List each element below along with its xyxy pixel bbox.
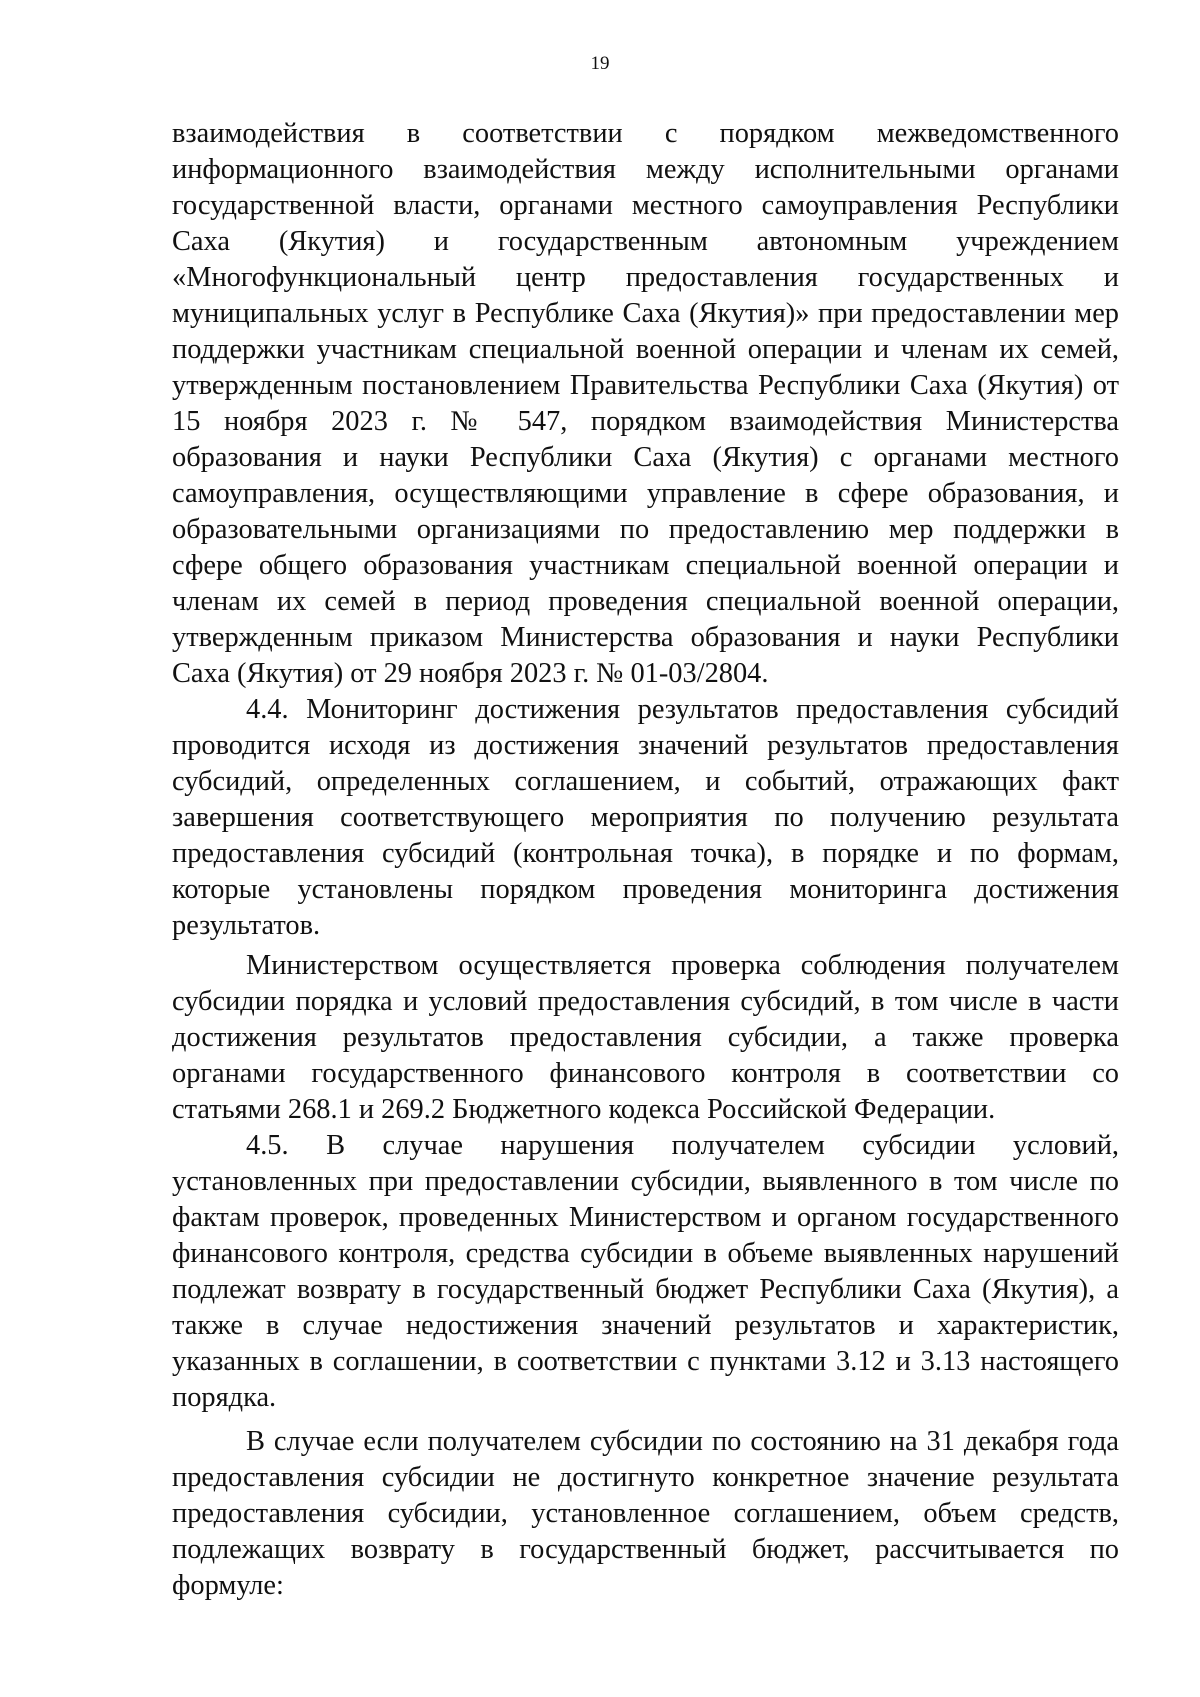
document-body bbox=[172, 116, 1119, 1604]
paragraph-refund-formula: В случае если получателем субсидии по состоянию на 31 декабря года предоставления субсидии не достигнуто конкретное значение результата предоставления субсидии, установленное соглашением, объем средств, подлежащих возврату в государственный бюджет, рассчитывается по формуле: bbox=[172, 1426, 1119, 1601]
paragraph-4-4: 4.4. Мониторинг достижения результатов предоставления субсидий проводится исходя из достижения значений результатов предоставления субсидий, определенных соглашением, и событий, отражающих факт завершения соответствующего мероприятия по получению результата предоставления субсидий (контрольная точка), в порядке и по формам, которые установлены порядком проведения мониторинга достижения результатов. bbox=[172, 694, 1119, 941]
paragraph-4-5: 4.5. В случае нарушения получателем субсидии условий, установленных при предоставлении субсидии, выявленного в том числе по фактам проверок, проведенных Министерством и органом государственного финансового контроля, средства субсидии в объеме выявленных нарушений подлежат возврату в государственный бюджет Республики Саха (Якутия), а также в случае недостижения значений результатов и характеристик, указанных в соглашении, в соответствии с пунктами 3.12 и 3.13 настоящего порядка. bbox=[172, 1130, 1119, 1413]
page-number: 19 bbox=[590, 53, 610, 74]
paragraph-continuation: взаимодействия в соответствии с порядком межведомственного информационного взаимодействия между исполнительными органами государственной власти, органами местного самоуправления Республики Саха (Якутия) и государственным автономным учреждением «Многофункциональный центр предоставления государственных и муниципальных услуг в Республике Саха (Якутия)» при предоставлении мер поддержки участникам специальной военной операции и членам их семей, утвержденным постановлением Правительства Республики Саха (Якутия) от 15 ноября 2023 г. № 547, порядком взаимодействия Министерства образования и науки Республики Саха (Якутия) с органами местного самоуправления, осуществляющими управление в сфере образования, и образовательными организациями по предоставлению мер поддержки в сфере общего образования участникам специальной военной операции и членам их семей в период проведения специальной военной операции, утвержденным приказом Министерства образования и науки Республики Саха (Якутия) от 29 ноября 2023 г. № 01-03/2804. bbox=[172, 118, 1119, 689]
paragraph-ministry-check: Министерством осуществляется проверка соблюдения получателем субсидии порядка и условий предоставления субсидий, в том числе в части достижения результатов предоставления субсидии, а также проверка органами государственного финансового контроля в соответствии со статьями 268.1 и 269.2 Бюджетного кодекса Российской Федерации. bbox=[172, 950, 1119, 1125]
